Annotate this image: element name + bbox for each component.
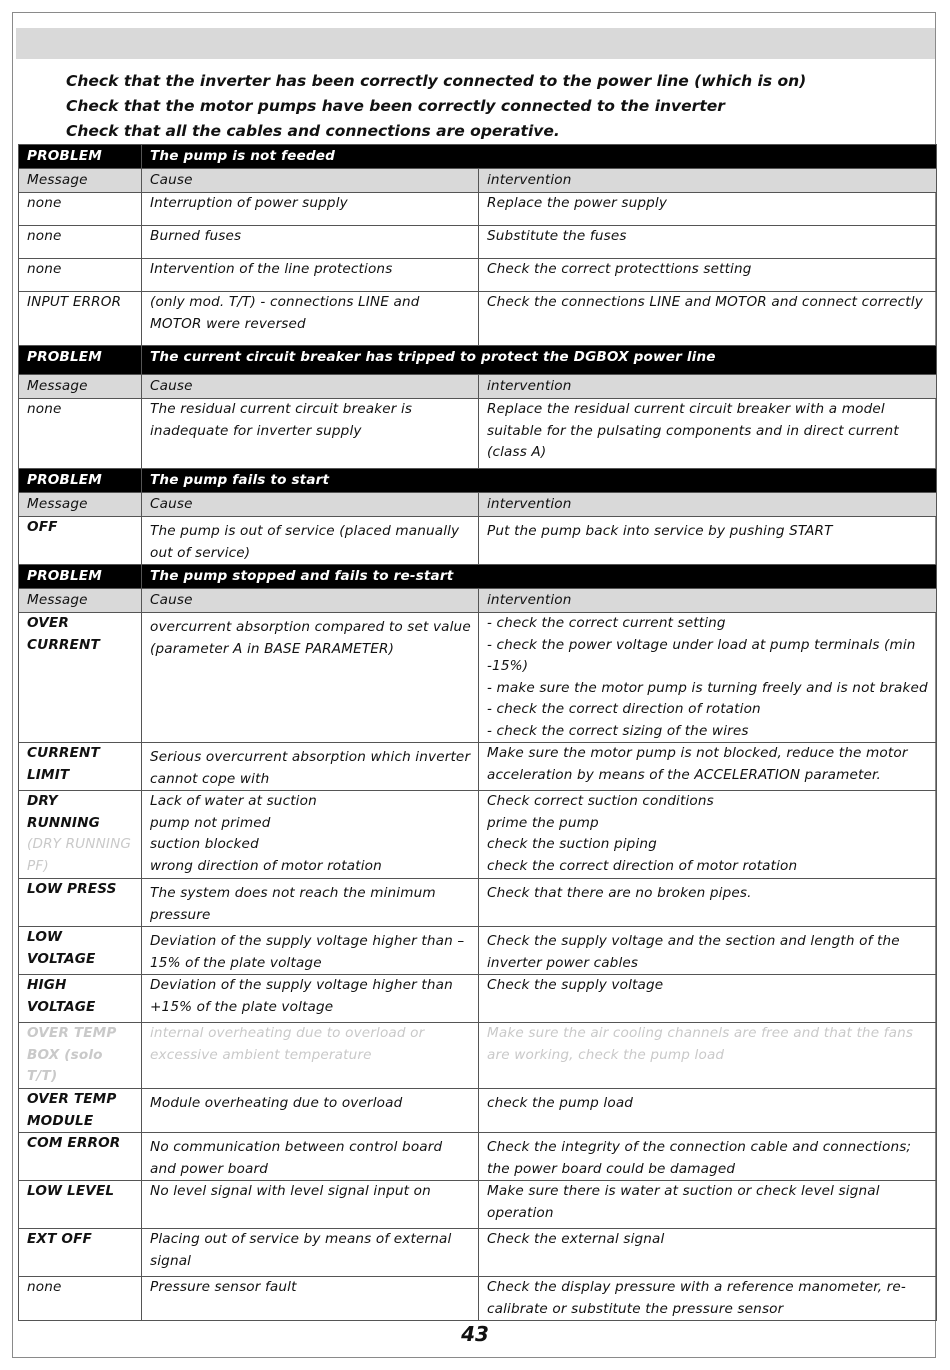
message-cell: COM ERROR bbox=[19, 1133, 142, 1181]
cause-header: Cause bbox=[142, 589, 479, 613]
column-header-row bbox=[19, 493, 937, 517]
table-row bbox=[19, 975, 937, 1023]
table-row bbox=[19, 1229, 937, 1277]
intervention-cell: check the pump load bbox=[479, 1089, 937, 1133]
problem-title: The pump stopped and fails to re-start bbox=[142, 565, 937, 589]
message-cell: none bbox=[19, 1277, 142, 1321]
problem-row bbox=[19, 565, 937, 589]
column-header-row bbox=[19, 375, 937, 399]
message-cell: none bbox=[19, 259, 142, 292]
intervention-line: check the suction piping bbox=[487, 836, 657, 852]
intervention-cell: Replace the residual current circuit breaker with a model suitable for the pulsating components and in direct current (class A) bbox=[479, 399, 937, 469]
message-cell: HIGH VOLTAGE bbox=[19, 975, 142, 1023]
intervention-line: - check the correct sizing of the wires bbox=[487, 722, 749, 739]
intervention-cell: Substitute the fuses bbox=[479, 226, 937, 259]
message-cell: INPUT ERROR bbox=[19, 292, 142, 346]
table-row bbox=[19, 399, 937, 469]
cause-cell: The system does not reach the minimum pressure bbox=[142, 879, 479, 927]
intervention-cell: Check that there are no broken pipes. bbox=[479, 879, 937, 927]
cause-cell: Interruption of power supply bbox=[142, 193, 479, 226]
message-cell: none bbox=[19, 193, 142, 226]
table-row bbox=[19, 517, 937, 565]
cause-cell: The residual current circuit breaker is inadequate for inverter supply bbox=[142, 399, 479, 469]
message-header: Message bbox=[19, 375, 142, 399]
intervention-line: - check the correct direction of rotation bbox=[487, 701, 761, 717]
message-cell: LOW VOLTAGE bbox=[19, 927, 142, 975]
column-header-row bbox=[19, 589, 937, 613]
problem-label: PROBLEM bbox=[19, 565, 142, 589]
cause-cell: Pressure sensor fault bbox=[142, 1277, 479, 1321]
cause-line: pump not primed bbox=[150, 814, 271, 831]
intervention-header: intervention bbox=[479, 169, 937, 193]
intervention-cell: Replace the power supply bbox=[479, 193, 937, 226]
column-header-row bbox=[19, 169, 937, 193]
table-row bbox=[19, 613, 937, 743]
intervention-header: intervention bbox=[479, 589, 937, 613]
message-note: (DRY RUNNING PF) bbox=[27, 836, 132, 874]
message-cell: none bbox=[19, 226, 142, 259]
table-row bbox=[19, 1133, 937, 1181]
intervention-cell: Make sure the air cooling channels are free and that the fans are working, check the pump load bbox=[479, 1023, 937, 1089]
message-cell: LOW PRESS bbox=[19, 879, 142, 927]
message-header: Message bbox=[19, 493, 142, 517]
cause-cell bbox=[142, 791, 479, 879]
problem-row bbox=[19, 469, 937, 493]
intervention-cell bbox=[479, 791, 937, 879]
intervention-cell: Put the pump back into service by pushing START bbox=[479, 517, 937, 565]
intro-line: Check that the inverter has been correctly connected to the power line (which is on) bbox=[66, 72, 807, 90]
intervention-cell: Check the integrity of the connection cable and connections; the power board could be damaged bbox=[479, 1133, 937, 1181]
intervention-line: Check correct suction conditions bbox=[487, 793, 714, 809]
page-number: 43 bbox=[461, 1322, 489, 1346]
table-row bbox=[19, 226, 937, 259]
intro-checklist bbox=[66, 69, 806, 144]
table-row bbox=[19, 1277, 937, 1321]
table-row bbox=[19, 791, 937, 879]
intervention-header: intervention bbox=[479, 375, 937, 399]
cause-cell: Module overheating due to overload bbox=[142, 1089, 479, 1133]
header-bar bbox=[16, 28, 935, 59]
problem-label: PROBLEM bbox=[19, 145, 142, 169]
intro-line: Check that the motor pumps have been correctly connected to the inverter bbox=[66, 97, 725, 115]
cause-cell: Placing out of service by means of external signal bbox=[142, 1229, 479, 1277]
message-cell: LOW LEVEL bbox=[19, 1181, 142, 1229]
cause-line: wrong direction of motor rotation bbox=[150, 857, 382, 874]
message-cell: OVER TEMP BOX (solo T/T) bbox=[19, 1023, 142, 1089]
intervention-line: - check the power voltage under load at pump terminals (min -15%) bbox=[487, 636, 916, 674]
cause-cell: The pump is out of service (placed manually out of service) bbox=[142, 517, 479, 565]
cause-cell: internal overheating due to overload or excessive ambient temperature bbox=[142, 1023, 479, 1089]
cause-cell: No level signal with level signal input on bbox=[142, 1181, 479, 1229]
troubleshooting-table bbox=[18, 144, 937, 1321]
table-row bbox=[19, 292, 937, 346]
problem-title: The pump fails to start bbox=[142, 469, 937, 493]
cause-cell: No communication between control board and power board bbox=[142, 1133, 479, 1181]
cause-cell: Deviation of the supply voltage higher than +15% of the plate voltage bbox=[142, 975, 479, 1023]
cause-cell: Serious overcurrent absorption which inverter cannot cope with bbox=[142, 743, 479, 791]
message-cell: OFF bbox=[19, 517, 142, 565]
cause-cell: Burned fuses bbox=[142, 226, 479, 259]
intervention-cell: Check the external signal bbox=[479, 1229, 937, 1277]
cause-cell: Deviation of the supply voltage higher than –15% of the plate voltage bbox=[142, 927, 479, 975]
message-cell bbox=[19, 791, 142, 879]
message-cell: EXT OFF bbox=[19, 1229, 142, 1277]
intro-line: Check that all the cables and connections are operative. bbox=[66, 122, 560, 140]
cause-header: Cause bbox=[142, 493, 479, 517]
intervention-cell: Make sure the motor pump is not blocked, reduce the motor acceleration by means of the ACCELERATION parameter. bbox=[479, 743, 937, 791]
intervention-cell: Check the display pressure with a reference manometer, re-calibrate or substitute the pressure sensor bbox=[479, 1277, 937, 1321]
intervention-header: intervention bbox=[479, 493, 937, 517]
cause-header: Cause bbox=[142, 169, 479, 193]
message-text: DRY RUNNING bbox=[27, 793, 100, 831]
intervention-cell: Check the supply voltage bbox=[479, 975, 937, 1023]
cause-cell: overcurrent absorption compared to set value (parameter A in BASE PARAMETER) bbox=[142, 613, 479, 743]
table-row bbox=[19, 927, 937, 975]
problem-title: The pump is not feeded bbox=[142, 145, 937, 169]
intervention-line: prime the pump bbox=[487, 814, 599, 831]
message-cell: OVER TEMP MODULE bbox=[19, 1089, 142, 1133]
problem-label: PROBLEM bbox=[19, 469, 142, 493]
table-row bbox=[19, 1089, 937, 1133]
intervention-line: - make sure the motor pump is turning freely and is not braked bbox=[487, 679, 928, 696]
problem-label: PROBLEM bbox=[19, 346, 142, 375]
problem-row bbox=[19, 145, 937, 169]
intervention-cell bbox=[479, 613, 937, 743]
cause-line: suction blocked bbox=[150, 836, 259, 852]
table-row bbox=[19, 879, 937, 927]
table-row bbox=[19, 743, 937, 791]
intervention-cell: Make sure there is water at suction or check level signal operation bbox=[479, 1181, 937, 1229]
problem-row bbox=[19, 346, 937, 375]
intervention-cell: Check the connections LINE and MOTOR and connect correctly bbox=[479, 292, 937, 346]
intervention-line: check the correct direction of motor rotation bbox=[487, 857, 798, 874]
message-cell: none bbox=[19, 399, 142, 469]
table-row bbox=[19, 1181, 937, 1229]
table-row bbox=[19, 1023, 937, 1089]
intervention-cell: Check the correct protecttions setting bbox=[479, 259, 937, 292]
message-cell: OVER CURRENT bbox=[19, 613, 142, 743]
intervention-cell: Check the supply voltage and the section and length of the inverter power cables bbox=[479, 927, 937, 975]
message-header: Message bbox=[19, 589, 142, 613]
problem-title: The current circuit breaker has tripped to protect the DGBOX power line bbox=[142, 346, 937, 375]
cause-line: Lack of water at suction bbox=[150, 793, 317, 809]
message-header: Message bbox=[19, 169, 142, 193]
cause-header: Cause bbox=[142, 375, 479, 399]
cause-cell: (only mod. T/T) - connections LINE and MOTOR were reversed bbox=[142, 292, 479, 346]
table-row bbox=[19, 193, 937, 226]
cause-cell: Intervention of the line protections bbox=[142, 259, 479, 292]
message-cell: CURRENT LIMIT bbox=[19, 743, 142, 791]
intervention-line: - check the correct current setting bbox=[487, 615, 726, 631]
table-row bbox=[19, 259, 937, 292]
